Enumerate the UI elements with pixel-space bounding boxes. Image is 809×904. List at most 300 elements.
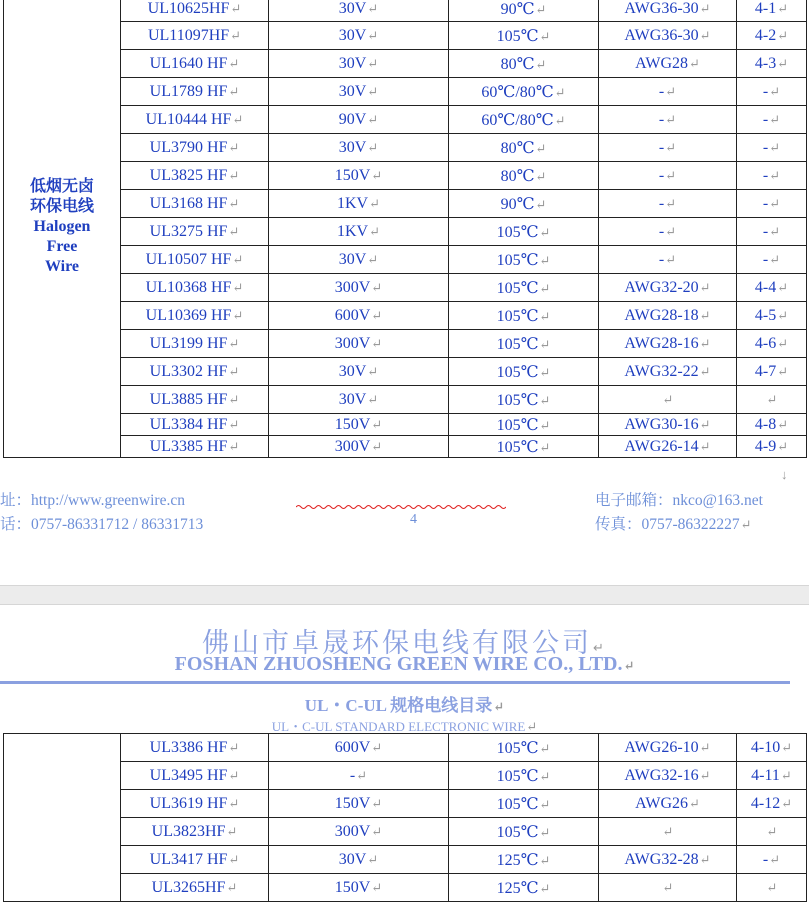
table-row bbox=[4, 302, 807, 330]
model-cell bbox=[121, 78, 269, 106]
page-ref-cell-text: - bbox=[762, 138, 769, 156]
paragraph-mark: ↵ bbox=[539, 796, 551, 812]
catalog-title-en: UL・C-UL STANDARD ELECTRONIC WIRE↵ bbox=[271, 719, 538, 734]
paragraph-mark: ↵ bbox=[367, 55, 379, 71]
paragraph-mark: ↵ bbox=[232, 251, 244, 267]
temperature-cell bbox=[449, 762, 599, 790]
paragraph-mark: ↵ bbox=[371, 279, 383, 295]
temperature-cell-text: 105℃ bbox=[496, 223, 539, 241]
model-cell-text: UL1789 HF bbox=[149, 82, 228, 100]
model-cell bbox=[121, 790, 269, 818]
awg-cell-text: AWG32-22 bbox=[624, 362, 699, 380]
page-ref-cell-text: 4-9 bbox=[754, 437, 777, 455]
paragraph-mark: ↵ bbox=[228, 795, 240, 811]
awg-cell bbox=[599, 762, 737, 790]
paragraph-mark: ↵ bbox=[371, 879, 383, 895]
footer-website: 址：http://www.greenwire.cn bbox=[0, 492, 185, 509]
paragraph-mark: ↵ bbox=[662, 879, 674, 895]
voltage-cell-text: 30V bbox=[338, 54, 367, 72]
category-line: Free bbox=[46, 237, 78, 255]
page-number: 4 bbox=[410, 512, 417, 527]
awg-cell bbox=[599, 302, 737, 330]
table-row bbox=[4, 762, 807, 790]
awg-cell-text: AWG32-16 bbox=[624, 766, 699, 784]
voltage-cell bbox=[269, 330, 449, 358]
temperature-cell-text: 105℃ bbox=[496, 795, 539, 813]
paragraph-mark: ↵ bbox=[228, 195, 240, 211]
awg-cell bbox=[599, 22, 737, 50]
company-name-en: FOSHAN ZHUOSHENG GREEN WIRE CO., LTD.↵ bbox=[174, 653, 635, 675]
paragraph-mark: ↵ bbox=[535, 168, 547, 184]
temperature-cell bbox=[449, 330, 599, 358]
page-ref-cell bbox=[737, 0, 807, 22]
paragraph-mark: ↵ bbox=[780, 767, 792, 783]
voltage-cell bbox=[269, 386, 449, 414]
paragraph-mark: ↵ bbox=[230, 27, 242, 43]
page-ref-cell bbox=[737, 302, 807, 330]
model-cell-text: UL3199 HF bbox=[149, 334, 228, 352]
paragraph-mark: ↵ bbox=[769, 83, 781, 99]
page-ref-cell-text: 4-6 bbox=[754, 334, 777, 352]
model-cell-text: UL3275 HF bbox=[149, 222, 228, 240]
paragraph-mark: ↵ bbox=[535, 140, 547, 156]
paragraph-mark: ↵ bbox=[699, 307, 711, 323]
table-row bbox=[4, 414, 807, 436]
awg-cell-text: AWG36-30 bbox=[624, 0, 699, 17]
page-ref-cell-text: - bbox=[762, 166, 769, 184]
paragraph-mark: ↵ bbox=[367, 27, 379, 43]
paragraph-mark: ↵ bbox=[777, 55, 789, 71]
header-rule bbox=[0, 681, 790, 684]
paragraph-mark: ↵ bbox=[539, 768, 551, 784]
voltage-cell-text: 150V bbox=[334, 794, 371, 812]
page-ref-cell bbox=[737, 846, 807, 874]
page-ref-cell bbox=[737, 762, 807, 790]
page-ref-cell-text: 4-4 bbox=[754, 278, 777, 296]
paragraph-mark: ↵ bbox=[369, 223, 380, 239]
paragraph-mark: ↵ bbox=[539, 392, 551, 408]
paragraph-mark: ↵ bbox=[769, 139, 781, 155]
paragraph-mark: ↵ bbox=[228, 335, 240, 351]
page-break-gap bbox=[0, 585, 809, 605]
model-cell bbox=[121, 190, 269, 218]
page-ref-cell-text: - bbox=[762, 82, 769, 100]
voltage-cell-text: 30V bbox=[338, 0, 367, 17]
table-row bbox=[4, 218, 807, 246]
paragraph-mark: ↵ bbox=[228, 767, 240, 783]
paragraph-mark: ↵ bbox=[367, 0, 379, 16]
paragraph-mark: ↵ bbox=[777, 363, 789, 379]
voltage-cell bbox=[269, 162, 449, 190]
paragraph-mark: ↵ bbox=[699, 335, 711, 351]
paragraph-mark: ↵ bbox=[777, 27, 789, 43]
page-ref-cell-text: - bbox=[762, 222, 769, 240]
voltage-cell bbox=[269, 762, 449, 790]
voltage-cell bbox=[269, 358, 449, 386]
temperature-cell bbox=[449, 106, 599, 134]
paragraph-mark: ↵ bbox=[535, 1, 547, 17]
temperature-cell bbox=[449, 874, 599, 902]
temperature-cell-text: 105℃ bbox=[496, 438, 539, 456]
model-cell bbox=[121, 330, 269, 358]
temperature-cell-text: 60℃/80℃ bbox=[481, 83, 554, 101]
temperature-cell-text: 105℃ bbox=[496, 416, 539, 434]
page-ref-cell bbox=[737, 50, 807, 78]
paragraph-mark: ↵ bbox=[535, 196, 547, 212]
paragraph-mark: ↵ bbox=[665, 223, 677, 239]
temperature-cell bbox=[449, 414, 599, 436]
voltage-cell bbox=[269, 134, 449, 162]
model-cell-text: UL3823HF bbox=[151, 822, 226, 840]
table-row bbox=[4, 78, 807, 106]
model-cell bbox=[121, 386, 269, 414]
voltage-cell-text: 30V bbox=[338, 850, 367, 868]
paragraph-mark: ↵ bbox=[367, 363, 379, 379]
page-ref-cell bbox=[737, 734, 807, 762]
awg-cell bbox=[599, 330, 737, 358]
paragraph-mark: ↵ bbox=[769, 111, 781, 127]
paragraph-mark: ↵ bbox=[539, 824, 551, 840]
voltage-cell-text: 150V bbox=[334, 878, 371, 896]
paragraph-mark: ↵ bbox=[766, 391, 778, 407]
page-ref-cell bbox=[737, 818, 807, 846]
voltage-cell-text: - bbox=[349, 766, 356, 784]
model-cell bbox=[121, 22, 269, 50]
page-ref-cell bbox=[737, 386, 807, 414]
temperature-cell bbox=[449, 134, 599, 162]
table-row bbox=[4, 274, 807, 302]
model-cell-text: UL3825 HF bbox=[149, 166, 228, 184]
table-row bbox=[4, 50, 807, 78]
awg-cell bbox=[599, 162, 737, 190]
awg-cell bbox=[599, 274, 737, 302]
paragraph-mark: ↵ bbox=[367, 251, 379, 267]
table-row bbox=[4, 874, 807, 902]
page-ref-cell-text: 4-8 bbox=[754, 415, 777, 433]
awg-cell bbox=[599, 106, 737, 134]
awg-cell-text: AWG30-16 bbox=[624, 415, 699, 433]
temperature-cell-text: 105℃ bbox=[496, 767, 539, 785]
voltage-cell-text: 30V bbox=[338, 362, 367, 380]
awg-cell-text: - bbox=[658, 138, 665, 156]
page-ref-cell-text: 4-7 bbox=[754, 362, 777, 380]
page-ref-cell-text: 4-1 bbox=[754, 0, 777, 17]
awg-cell-text: AWG26-14 bbox=[624, 437, 699, 455]
model-cell-text: UL3384 HF bbox=[149, 415, 228, 433]
voltage-cell-text: 30V bbox=[338, 390, 367, 408]
paragraph-mark: ↵ bbox=[777, 0, 789, 16]
paragraph-mark: ↵ bbox=[699, 0, 711, 16]
temperature-cell bbox=[449, 818, 599, 846]
awg-cell-text: - bbox=[658, 82, 665, 100]
voltage-cell-text: 30V bbox=[338, 26, 367, 44]
model-cell-text: UL11097HF bbox=[147, 26, 230, 44]
voltage-cell bbox=[269, 274, 449, 302]
page-ref-cell bbox=[737, 22, 807, 50]
model-cell bbox=[121, 162, 269, 190]
page-ref-cell-text: 4-10 bbox=[750, 738, 781, 756]
page-ref-cell bbox=[737, 436, 807, 458]
paragraph-mark: ↵ bbox=[554, 112, 566, 128]
voltage-cell bbox=[269, 874, 449, 902]
paragraph-mark: ↵ bbox=[665, 251, 677, 267]
voltage-cell-text: 30V bbox=[338, 250, 367, 268]
temperature-cell-text: 105℃ bbox=[496, 335, 539, 353]
paragraph-mark: ↵ bbox=[371, 438, 383, 454]
awg-cell-text: AWG26-10 bbox=[624, 738, 699, 756]
paragraph-mark: ↵ bbox=[228, 83, 240, 99]
temperature-cell-text: 80℃ bbox=[500, 167, 535, 185]
paragraph-mark: ↵ bbox=[228, 739, 240, 755]
paragraph-mark: ↵ bbox=[699, 416, 711, 432]
footer-email: 电子邮箱：nkco@163.net bbox=[595, 492, 763, 509]
voltage-cell-text: 300V bbox=[334, 437, 371, 455]
model-cell-text: UL3265HF bbox=[151, 878, 226, 896]
footer-fax: 传真：0757-86322227↵ bbox=[595, 516, 752, 533]
temperature-cell bbox=[449, 302, 599, 330]
paragraph-mark: ↵ bbox=[228, 416, 240, 432]
awg-cell bbox=[599, 386, 737, 414]
table-row bbox=[4, 190, 807, 218]
paragraph-mark: ↵ bbox=[665, 111, 677, 127]
awg-cell bbox=[599, 218, 737, 246]
awg-cell-text: AWG32-28 bbox=[624, 850, 699, 868]
paragraph-mark: ↵ bbox=[371, 167, 383, 183]
model-cell bbox=[121, 358, 269, 386]
awg-cell-text: AWG36-30 bbox=[624, 26, 699, 44]
paragraph-mark: ↵ bbox=[539, 417, 551, 433]
awg-cell bbox=[599, 50, 737, 78]
table-row bbox=[4, 162, 807, 190]
voltage-cell bbox=[269, 818, 449, 846]
model-cell-text: UL10507 HF bbox=[145, 250, 232, 268]
awg-cell bbox=[599, 190, 737, 218]
model-cell bbox=[121, 818, 269, 846]
model-cell-text: UL10368 HF bbox=[145, 278, 232, 296]
voltage-cell bbox=[269, 302, 449, 330]
spec-table-page4 bbox=[3, 0, 807, 458]
category-line: Halogen bbox=[33, 217, 91, 235]
page-ref-cell bbox=[737, 358, 807, 386]
paragraph-mark: ↵ bbox=[539, 852, 551, 868]
temperature-cell bbox=[449, 0, 599, 22]
model-cell-text: UL3495 HF bbox=[149, 766, 228, 784]
awg-cell-text: - bbox=[658, 222, 665, 240]
catalog-title-cn: UL・C-UL 规格电线目录↵ bbox=[304, 696, 505, 715]
awg-cell bbox=[599, 134, 737, 162]
paragraph-mark: ↵ bbox=[699, 767, 711, 783]
paragraph-mark: ↵ bbox=[777, 416, 789, 432]
table-row bbox=[4, 386, 807, 414]
temperature-cell bbox=[449, 436, 599, 458]
paragraph-mark: ↵ bbox=[539, 364, 551, 380]
company-name-cn: 佛山市卓晟环保电线有限公司↵ bbox=[202, 628, 607, 659]
page-ref-cell bbox=[737, 190, 807, 218]
awg-cell bbox=[599, 0, 737, 22]
paragraph-mark: ↵ bbox=[539, 224, 551, 240]
page-ref-cell-text: - bbox=[762, 194, 769, 212]
page-ref-cell-text: 4-11 bbox=[751, 766, 780, 784]
model-cell bbox=[121, 0, 269, 22]
table-row bbox=[4, 22, 807, 50]
page-ref-cell-text: 4-2 bbox=[754, 26, 777, 44]
voltage-cell bbox=[269, 50, 449, 78]
paragraph-mark: ↵ bbox=[662, 391, 674, 407]
table-row bbox=[4, 134, 807, 162]
paragraph-mark: ↵ bbox=[226, 823, 238, 839]
paragraph-mark: ↵ bbox=[226, 879, 238, 895]
model-cell bbox=[121, 50, 269, 78]
paragraph-mark: ↵ bbox=[539, 880, 551, 896]
model-cell bbox=[121, 218, 269, 246]
category-line: 低烟无卤 bbox=[29, 177, 94, 195]
voltage-cell bbox=[269, 436, 449, 458]
paragraph-mark: ↵ bbox=[699, 279, 711, 295]
paragraph-mark: ↵ bbox=[689, 795, 700, 811]
model-cell-text: UL1640 HF bbox=[149, 54, 228, 72]
temperature-cell bbox=[449, 190, 599, 218]
footer-phone: 话：0757-86331712 / 86331713 bbox=[0, 516, 204, 533]
model-cell bbox=[121, 846, 269, 874]
paragraph-mark: ↵ bbox=[699, 851, 711, 867]
temperature-cell bbox=[449, 274, 599, 302]
temperature-cell bbox=[449, 162, 599, 190]
paragraph-mark: ↵ bbox=[369, 195, 380, 211]
paragraph-mark: ↵ bbox=[228, 55, 240, 71]
paragraph-mark: ↵ bbox=[232, 307, 244, 323]
model-cell bbox=[121, 302, 269, 330]
page-ref-cell-text: 4-3 bbox=[754, 54, 777, 72]
page-ref-cell bbox=[737, 218, 807, 246]
paragraph-mark: ↵ bbox=[371, 739, 383, 755]
page-ref-cell-text: 4-5 bbox=[754, 306, 777, 324]
temperature-cell-text: 105℃ bbox=[496, 251, 539, 269]
model-cell bbox=[121, 106, 269, 134]
page-ref-cell bbox=[737, 106, 807, 134]
model-cell-text: UL3790 HF bbox=[149, 138, 228, 156]
paragraph-mark: ↵ bbox=[689, 55, 700, 71]
page-ref-cell-text: - bbox=[762, 250, 769, 268]
table-row bbox=[4, 818, 807, 846]
paragraph-mark: ↵ bbox=[367, 391, 379, 407]
paragraph-mark: ↵ bbox=[777, 335, 789, 351]
page-ref-cell bbox=[737, 134, 807, 162]
paragraph-mark: ↵ bbox=[228, 167, 240, 183]
model-cell-text: UL10625HF bbox=[147, 0, 230, 17]
voltage-cell bbox=[269, 246, 449, 274]
model-cell-text: UL3385 HF bbox=[149, 437, 228, 455]
paragraph-mark: ↵ bbox=[769, 167, 781, 183]
paragraph-mark: ↵ bbox=[230, 0, 242, 16]
table-row bbox=[4, 106, 807, 134]
paragraph-mark: ↵ bbox=[662, 823, 674, 839]
paragraph-mark: ↵ bbox=[228, 851, 240, 867]
temperature-cell bbox=[449, 790, 599, 818]
awg-cell-text: - bbox=[658, 194, 665, 212]
paragraph-mark: ↵ bbox=[777, 438, 789, 454]
paragraph-mark: ↵ bbox=[228, 391, 240, 407]
paragraph-mark: ↵ bbox=[699, 363, 711, 379]
table-row bbox=[4, 330, 807, 358]
table-row bbox=[4, 358, 807, 386]
awg-cell-text: - bbox=[658, 110, 665, 128]
awg-cell bbox=[599, 358, 737, 386]
voltage-cell-text: 150V bbox=[334, 415, 371, 433]
paragraph-mark: ↵ bbox=[367, 139, 379, 155]
table-row bbox=[4, 790, 807, 818]
awg-cell bbox=[599, 874, 737, 902]
paragraph-mark: ↵ bbox=[769, 251, 781, 267]
paragraph-mark: ↵ bbox=[777, 279, 789, 295]
page-ref-cell bbox=[737, 162, 807, 190]
awg-cell bbox=[599, 734, 737, 762]
table-row bbox=[4, 0, 807, 22]
temperature-cell-text: 105℃ bbox=[496, 307, 539, 325]
paragraph-mark: ↵ bbox=[777, 307, 789, 323]
model-cell-text: UL3619 HF bbox=[149, 794, 228, 812]
temperature-cell bbox=[449, 218, 599, 246]
voltage-cell-text: 300V bbox=[334, 334, 371, 352]
paragraph-mark: ↵ bbox=[356, 767, 368, 783]
model-cell bbox=[121, 874, 269, 902]
voltage-cell bbox=[269, 218, 449, 246]
model-cell-text: UL3168 HF bbox=[149, 194, 228, 212]
paragraph-mark: ↵ bbox=[781, 795, 793, 811]
voltage-cell-text: 300V bbox=[334, 822, 371, 840]
voltage-cell bbox=[269, 78, 449, 106]
voltage-cell-text: 30V bbox=[338, 82, 367, 100]
paragraph-mark: ↵ bbox=[539, 336, 551, 352]
voltage-cell bbox=[269, 846, 449, 874]
paragraph-mark: ↵ bbox=[367, 83, 379, 99]
temperature-cell-text: 105℃ bbox=[496, 27, 539, 45]
category-line: Wire bbox=[44, 257, 80, 275]
voltage-cell bbox=[269, 0, 449, 22]
paragraph-mark: ↵ bbox=[539, 308, 551, 324]
paragraph-mark: ↵ bbox=[371, 307, 383, 323]
category-cell bbox=[4, 0, 121, 458]
table-row bbox=[4, 436, 807, 458]
model-cell-text: UL3386 HF bbox=[149, 738, 228, 756]
paragraph-mark: ↵ bbox=[539, 280, 551, 296]
temperature-cell-text: 90℃ bbox=[500, 0, 535, 18]
awg-cell-text: AWG26 bbox=[635, 794, 689, 812]
awg-cell bbox=[599, 78, 737, 106]
temperature-cell-text: 105℃ bbox=[496, 363, 539, 381]
temperature-cell-text: 105℃ bbox=[496, 279, 539, 297]
page-ref-cell bbox=[737, 78, 807, 106]
paragraph-mark: ↵ bbox=[699, 438, 711, 454]
category-cell bbox=[4, 734, 121, 902]
page-ref-cell-text: - bbox=[762, 850, 769, 868]
voltage-cell-text: 90V bbox=[338, 110, 367, 128]
temperature-cell bbox=[449, 734, 599, 762]
paragraph-mark: ↵ bbox=[232, 279, 244, 295]
page-ref-cell-text: - bbox=[762, 110, 769, 128]
paragraph-mark: ↵ bbox=[539, 252, 551, 268]
model-cell-text: UL10369 HF bbox=[145, 306, 232, 324]
temperature-cell-text: 80℃ bbox=[500, 139, 535, 157]
voltage-cell bbox=[269, 734, 449, 762]
paragraph-mark: ↓ bbox=[781, 467, 788, 482]
awg-cell bbox=[599, 846, 737, 874]
awg-cell-text: AWG28-18 bbox=[624, 306, 699, 324]
temperature-cell-text: 80℃ bbox=[500, 55, 535, 73]
voltage-cell-text: 30V bbox=[338, 138, 367, 156]
model-cell-text: UL3302 HF bbox=[149, 362, 228, 380]
paragraph-mark: ↵ bbox=[769, 223, 781, 239]
paragraph-mark: ↵ bbox=[535, 56, 547, 72]
